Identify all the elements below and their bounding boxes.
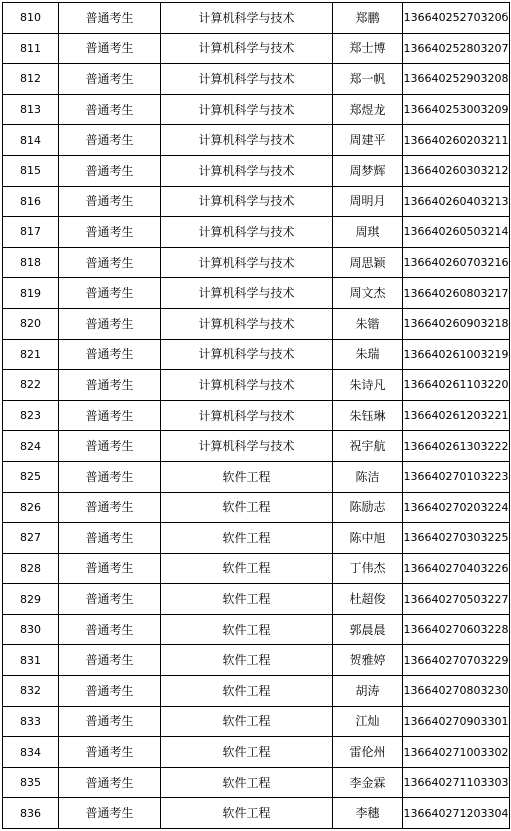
exam-id-cell: 136640260303212 bbox=[403, 155, 510, 186]
candidate-category-cell: 普通考生 bbox=[59, 308, 161, 339]
row-number-cell: 824 bbox=[3, 431, 59, 462]
student-name-cell: 雷伦州 bbox=[333, 737, 403, 768]
major-cell: 软件工程 bbox=[161, 798, 333, 829]
candidate-category-cell: 普通考生 bbox=[59, 798, 161, 829]
row-number-cell: 832 bbox=[3, 676, 59, 707]
row-number-cell: 836 bbox=[3, 798, 59, 829]
row-number-cell: 816 bbox=[3, 186, 59, 217]
candidate-category-cell: 普通考生 bbox=[59, 33, 161, 64]
row-number-cell: 811 bbox=[3, 33, 59, 64]
table-row bbox=[3, 553, 510, 584]
table-row bbox=[3, 431, 510, 462]
major-cell: 计算机科学与技术 bbox=[161, 33, 333, 64]
table-row bbox=[3, 308, 510, 339]
exam-id-cell: 136640270303225 bbox=[403, 523, 510, 554]
table-row bbox=[3, 767, 510, 798]
student-name-cell: 郑煜龙 bbox=[333, 94, 403, 125]
candidate-category-cell: 普通考生 bbox=[59, 461, 161, 492]
student-name-cell: 丁伟杰 bbox=[333, 553, 403, 584]
candidate-category-cell: 普通考生 bbox=[59, 737, 161, 768]
student-name-cell: 朱瑞 bbox=[333, 339, 403, 370]
student-name-cell: 郑一帆 bbox=[333, 64, 403, 95]
table-row bbox=[3, 584, 510, 615]
exam-id-cell: 136640270903301 bbox=[403, 706, 510, 737]
student-name-cell: 周建平 bbox=[333, 125, 403, 156]
exam-id-cell: 136640252903208 bbox=[403, 64, 510, 95]
exam-id-cell: 136640271203304 bbox=[403, 798, 510, 829]
student-name-cell: 李穗 bbox=[333, 798, 403, 829]
row-number-cell: 833 bbox=[3, 706, 59, 737]
major-cell: 计算机科学与技术 bbox=[161, 186, 333, 217]
exam-id-cell: 13664025270320б bbox=[403, 3, 510, 34]
major-cell: 计算机科学与技术 bbox=[161, 125, 333, 156]
student-name-cell: 李金霖 bbox=[333, 767, 403, 798]
exam-id-cell: 136640270603228 bbox=[403, 614, 510, 645]
exam-id-cell: 136640260503214 bbox=[403, 217, 510, 248]
major-cell: 计算机科学与技术 bbox=[161, 400, 333, 431]
candidate-category-cell: 普通考生 bbox=[59, 247, 161, 278]
student-name-cell: 朱锴 bbox=[333, 308, 403, 339]
major-cell: 软件工程 bbox=[161, 553, 333, 584]
student-name-cell: 朱诗凡 bbox=[333, 370, 403, 401]
student-name-cell: 江灿 bbox=[333, 706, 403, 737]
exam-id-cell: 136640260903218 bbox=[403, 308, 510, 339]
candidate-category-cell: 普通考生 bbox=[59, 186, 161, 217]
exam-id-cell: 136640261003219 bbox=[403, 339, 510, 370]
table-row bbox=[3, 155, 510, 186]
student-name-cell: 陈中旭 bbox=[333, 523, 403, 554]
major-cell: 软件工程 bbox=[161, 676, 333, 707]
exam-id-cell: 136640260803217 bbox=[403, 278, 510, 309]
candidate-category-cell: 普通考生 bbox=[59, 278, 161, 309]
major-cell: 计算机科学与技术 bbox=[161, 217, 333, 248]
table-row bbox=[3, 370, 510, 401]
exam-id-cell: 136640261203221 bbox=[403, 400, 510, 431]
row-number-cell: 825 bbox=[3, 461, 59, 492]
row-number-cell: 817 bbox=[3, 217, 59, 248]
major-cell: 计算机科学与技术 bbox=[161, 431, 333, 462]
student-name-cell: 陈洁 bbox=[333, 461, 403, 492]
student-name-cell: 胡涛 bbox=[333, 676, 403, 707]
student-name-cell: 朱钰琳 bbox=[333, 400, 403, 431]
table-row bbox=[3, 706, 510, 737]
table-row bbox=[3, 523, 510, 554]
major-cell: 计算机科学与技术 bbox=[161, 339, 333, 370]
exam-id-cell: 136640270503227 bbox=[403, 584, 510, 615]
student-name-cell: 郭晨晨 bbox=[333, 614, 403, 645]
major-cell: 软件工程 bbox=[161, 461, 333, 492]
row-number-cell: 822 bbox=[3, 370, 59, 401]
major-cell: 软件工程 bbox=[161, 492, 333, 523]
candidate-category-cell: 普通考生 bbox=[59, 706, 161, 737]
row-number-cell: 826 bbox=[3, 492, 59, 523]
table-row bbox=[3, 676, 510, 707]
student-name-cell: 周文杰 bbox=[333, 278, 403, 309]
major-cell: 软件工程 bbox=[161, 614, 333, 645]
table-row bbox=[3, 94, 510, 125]
candidate-category-cell: 普通考生 bbox=[59, 339, 161, 370]
major-cell: 软件工程 bbox=[161, 767, 333, 798]
table-row bbox=[3, 278, 510, 309]
row-number-cell: 810 bbox=[3, 3, 59, 34]
candidate-category-cell: 普通考生 bbox=[59, 614, 161, 645]
exam-id-cell: 136640253003209 bbox=[403, 94, 510, 125]
table-row bbox=[3, 614, 510, 645]
exam-id-cell: 136640260703216 bbox=[403, 247, 510, 278]
row-number-cell: 818 bbox=[3, 247, 59, 278]
exam-id-cell: 136640252803207 bbox=[403, 33, 510, 64]
candidate-category-cell: 普通考生 bbox=[59, 155, 161, 186]
row-number-cell: 830 bbox=[3, 614, 59, 645]
student-name-cell: 郑鹏 bbox=[333, 3, 403, 34]
candidate-category-cell: 普通考生 bbox=[59, 217, 161, 248]
major-cell: 软件工程 bbox=[161, 584, 333, 615]
major-cell: 计算机科学与技术 bbox=[161, 64, 333, 95]
exam-id-cell: 136640270103223 bbox=[403, 461, 510, 492]
major-cell: 软件工程 bbox=[161, 523, 333, 554]
major-cell: 软件工程 bbox=[161, 706, 333, 737]
candidate-category-cell: 普通考生 bbox=[59, 767, 161, 798]
table-row bbox=[3, 186, 510, 217]
row-number-cell: 823 bbox=[3, 400, 59, 431]
candidate-category-cell: 普通考生 bbox=[59, 523, 161, 554]
candidate-category-cell: 普通考生 bbox=[59, 676, 161, 707]
row-number-cell: 820 bbox=[3, 308, 59, 339]
exam-id-cell: 136640271103303 bbox=[403, 767, 510, 798]
table-row bbox=[3, 645, 510, 676]
row-number-cell: 814 bbox=[3, 125, 59, 156]
candidate-category-cell: 普通考生 bbox=[59, 64, 161, 95]
major-cell: 计算机科学与技术 bbox=[161, 247, 333, 278]
major-cell: 计算机科学与技术 bbox=[161, 370, 333, 401]
exam-id-cell: 136640270703229 bbox=[403, 645, 510, 676]
major-cell: 计算机科学与技术 bbox=[161, 3, 333, 34]
row-number-cell: 829 bbox=[3, 584, 59, 615]
candidate-category-cell: 普通考生 bbox=[59, 431, 161, 462]
row-number-cell: 831 bbox=[3, 645, 59, 676]
major-cell: 计算机科学与技术 bbox=[161, 94, 333, 125]
row-number-cell: 821 bbox=[3, 339, 59, 370]
exam-id-cell: 136640270803230 bbox=[403, 676, 510, 707]
student-name-cell: 周思颖 bbox=[333, 247, 403, 278]
exam-id-cell: 136640270203224 bbox=[403, 492, 510, 523]
roster-body bbox=[3, 3, 510, 829]
table-row bbox=[3, 737, 510, 768]
candidate-category-cell: 普通考生 bbox=[59, 3, 161, 34]
student-name-cell: 陈励志 bbox=[333, 492, 403, 523]
row-number-cell: 819 bbox=[3, 278, 59, 309]
exam-id-cell: 136640271003302 bbox=[403, 737, 510, 768]
table-row bbox=[3, 33, 510, 64]
exam-id-cell: 136640270403226 bbox=[403, 553, 510, 584]
table-row bbox=[3, 247, 510, 278]
student-name-cell: 周明月 bbox=[333, 186, 403, 217]
student-name-cell: 祝宇航 bbox=[333, 431, 403, 462]
major-cell: 软件工程 bbox=[161, 737, 333, 768]
row-number-cell: 812 bbox=[3, 64, 59, 95]
row-number-cell: 815 bbox=[3, 155, 59, 186]
candidate-category-cell: 普通考生 bbox=[59, 584, 161, 615]
student-name-cell: 周梦辉 bbox=[333, 155, 403, 186]
exam-id-cell: 136640261303222 bbox=[403, 431, 510, 462]
major-cell: 计算机科学与技术 bbox=[161, 155, 333, 186]
major-cell: 软件工程 bbox=[161, 645, 333, 676]
candidate-category-cell: 普通考生 bbox=[59, 125, 161, 156]
row-number-cell: 827 bbox=[3, 523, 59, 554]
major-cell: 计算机科学与技术 bbox=[161, 278, 333, 309]
student-name-cell: 杜超俊 bbox=[333, 584, 403, 615]
candidate-category-cell: 普通考生 bbox=[59, 400, 161, 431]
table-row bbox=[3, 798, 510, 829]
row-number-cell: 813 bbox=[3, 94, 59, 125]
exam-id-cell: 136640260403213 bbox=[403, 186, 510, 217]
table-row bbox=[3, 64, 510, 95]
student-name-cell: 郑士博 bbox=[333, 33, 403, 64]
candidate-category-cell: 普通考生 bbox=[59, 492, 161, 523]
exam-id-cell: 136640261103220 bbox=[403, 370, 510, 401]
table-row bbox=[3, 400, 510, 431]
row-number-cell: 828 bbox=[3, 553, 59, 584]
table-row bbox=[3, 339, 510, 370]
major-cell: 计算机科学与技术 bbox=[161, 308, 333, 339]
candidate-category-cell: 普通考生 bbox=[59, 645, 161, 676]
table-row bbox=[3, 492, 510, 523]
student-roster-table bbox=[2, 2, 510, 829]
exam-id-cell: 136640260203211 bbox=[403, 125, 510, 156]
table-row bbox=[3, 217, 510, 248]
table-row bbox=[3, 125, 510, 156]
row-number-cell: 834 bbox=[3, 737, 59, 768]
table-row bbox=[3, 3, 510, 34]
row-number-cell: 835 bbox=[3, 767, 59, 798]
student-name-cell: 周琪 bbox=[333, 217, 403, 248]
table-row bbox=[3, 461, 510, 492]
candidate-category-cell: 普通考生 bbox=[59, 370, 161, 401]
candidate-category-cell: 普通考生 bbox=[59, 94, 161, 125]
student-name-cell: 贺雅婷 bbox=[333, 645, 403, 676]
candidate-category-cell: 普通考生 bbox=[59, 553, 161, 584]
